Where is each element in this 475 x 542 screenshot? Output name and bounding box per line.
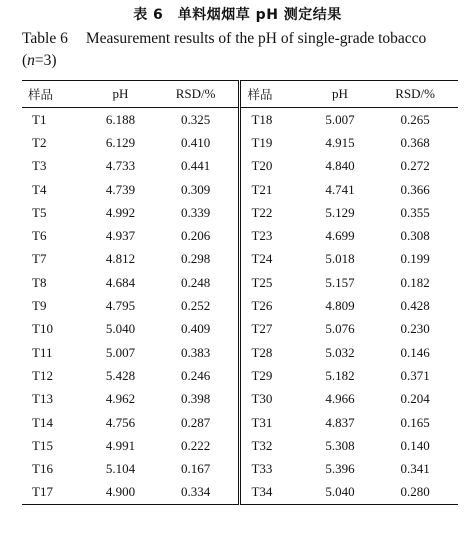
- rsd-cell-right: 0.355: [400, 204, 430, 220]
- ph-cell-right: 5.040: [325, 484, 355, 500]
- rsd-cell-right: 0.368: [400, 134, 430, 150]
- sample-cell-left: T8: [32, 274, 47, 290]
- sample-cell-left: T10: [32, 321, 53, 337]
- table-row: [22, 434, 458, 457]
- ph-cell-right: 4.915: [325, 134, 355, 150]
- sample-cell-right: T18: [251, 111, 273, 127]
- ph-cell-left: 4.937: [105, 228, 136, 244]
- header-sample-right: 样品: [247, 87, 273, 102]
- ph-cell-right: 4.741: [325, 181, 355, 197]
- ph-results-table: [22, 80, 458, 505]
- ph-cell-left: 4.684: [105, 274, 136, 290]
- table-row: [22, 294, 458, 317]
- rsd-cell-right: 0.140: [400, 437, 430, 453]
- rsd-cell-left: 0.410: [153, 131, 240, 154]
- table-row: [22, 108, 458, 132]
- sample-cell-left: T17: [32, 484, 53, 500]
- sample-cell-right: T24: [251, 251, 273, 267]
- ph-cell-right: 4.966: [325, 391, 355, 407]
- rsd-cell-right: 0.165: [400, 414, 430, 430]
- rsd-cell-right: 0.341: [400, 461, 430, 477]
- table-row: [22, 155, 458, 178]
- header-ph-left: pH: [112, 86, 129, 101]
- sample-cell-left: T4: [32, 181, 47, 197]
- rsd-cell-right: 0.371: [400, 367, 430, 383]
- sample-cell-left: T13: [32, 391, 53, 407]
- rsd-cell-right: 0.366: [400, 181, 430, 197]
- ph-cell-right: 5.018: [325, 251, 355, 267]
- table-row: [22, 481, 458, 505]
- rsd-cell-left: 0.248: [153, 271, 240, 294]
- caption-n-symbol: n: [27, 52, 35, 69]
- sample-cell-right: T26: [251, 298, 273, 314]
- ph-cell-left: 4.991: [105, 437, 136, 453]
- rsd-cell-left: 0.383: [153, 341, 240, 364]
- table-row: [22, 318, 458, 341]
- table-row: [22, 224, 458, 247]
- sample-cell-right: T32: [251, 437, 273, 453]
- rsd-cell-left: 0.409: [153, 318, 240, 341]
- ph-cell-right: 4.837: [325, 414, 355, 430]
- sample-cell-right: T31: [251, 414, 273, 430]
- ph-cell-left: 5.104: [105, 461, 136, 477]
- ph-cell-right: 5.076: [325, 321, 355, 337]
- sample-cell-right: T34: [251, 484, 273, 500]
- table-header-row: [22, 81, 458, 108]
- ph-cell-left: 6.188: [105, 111, 136, 127]
- sample-cell-right: T19: [251, 134, 273, 150]
- ph-cell-left: 4.756: [105, 414, 136, 430]
- rsd-cell-right: 0.272: [400, 158, 430, 174]
- rsd-cell-left: 0.334: [153, 481, 240, 505]
- rsd-cell-right: 0.308: [400, 228, 430, 244]
- table-row: [22, 364, 458, 387]
- ph-cell-left: 5.040: [105, 321, 136, 337]
- ph-cell-left: 5.428: [105, 367, 136, 383]
- ph-cell-left: 4.992: [105, 204, 136, 220]
- ph-cell-right: 5.308: [325, 437, 355, 453]
- ph-cell-right: 4.809: [325, 298, 355, 314]
- sample-cell-left: T7: [32, 251, 47, 267]
- ph-cell-right: 4.699: [325, 228, 355, 244]
- sample-cell-left: T3: [32, 158, 47, 174]
- header-ph-right: pH: [332, 86, 348, 101]
- table-row: [22, 341, 458, 364]
- rsd-cell-left: 0.206: [153, 224, 240, 247]
- rsd-cell-left: 0.398: [153, 388, 240, 411]
- rsd-cell-left: 0.441: [153, 155, 240, 178]
- caption-n-value: =3): [34, 52, 57, 69]
- sample-cell-right: T23: [251, 228, 273, 244]
- ph-cell-left: 6.129: [105, 134, 136, 150]
- caption-text: Measurement results of the pH of single-grade tobacco (: [22, 30, 427, 69]
- ph-cell-left: 5.007: [105, 344, 136, 360]
- rsd-cell-right: 0.280: [400, 484, 430, 500]
- sample-cell-left: T5: [32, 204, 47, 220]
- ph-cell-right: 5.129: [325, 204, 355, 220]
- sample-cell-right: T22: [251, 204, 273, 220]
- table-row: [22, 411, 458, 434]
- sample-cell-left: T9: [32, 298, 47, 314]
- sample-cell-right: T28: [251, 344, 273, 360]
- table-row: [22, 248, 458, 271]
- table-row: [22, 178, 458, 201]
- rsd-cell-left: 0.339: [153, 201, 240, 224]
- ph-cell-left: 4.795: [105, 298, 136, 314]
- sample-cell-right: T25: [251, 274, 273, 290]
- header-sample-left: 样品: [28, 87, 54, 102]
- table-caption-english: [22, 28, 462, 72]
- rsd-cell-left: 0.325: [153, 108, 240, 132]
- rsd-cell-left: 0.167: [153, 457, 240, 480]
- sample-cell-right: T33: [251, 461, 273, 477]
- table-title-chinese: 表 6 单料烟烟草 pH 测定结果: [133, 7, 342, 23]
- header-rsd-left: RSD/%: [153, 81, 240, 108]
- ph-cell-right: 5.007: [325, 111, 355, 127]
- rsd-cell-right: 0.265: [400, 111, 430, 127]
- ph-cell-left: 4.962: [105, 391, 136, 407]
- ph-cell-left: 4.900: [105, 484, 136, 500]
- ph-cell-right: 5.396: [325, 461, 355, 477]
- ph-cell-right: 4.840: [325, 158, 355, 174]
- rsd-cell-right: 0.204: [400, 391, 430, 407]
- sample-cell-right: T20: [251, 158, 273, 174]
- table-body: [22, 108, 458, 505]
- table-row: [22, 131, 458, 154]
- table-label: Table 6: [22, 30, 68, 47]
- rsd-cell-left: 0.309: [153, 178, 240, 201]
- table-row: [22, 457, 458, 480]
- rsd-cell-left: 0.287: [153, 411, 240, 434]
- ph-cell-right: 5.032: [325, 344, 355, 360]
- rsd-cell-right: 0.146: [400, 344, 430, 360]
- rsd-cell-left: 0.252: [153, 294, 240, 317]
- sample-cell-left: T2: [32, 134, 47, 150]
- table-row: [22, 388, 458, 411]
- sample-cell-left: T11: [32, 344, 53, 360]
- sample-cell-right: T29: [251, 367, 273, 383]
- table-row: [22, 201, 458, 224]
- sample-cell-left: T1: [32, 111, 47, 127]
- rsd-cell-left: 0.298: [153, 248, 240, 271]
- rsd-cell-left: 0.246: [153, 364, 240, 387]
- ph-cell-left: 4.812: [105, 251, 136, 267]
- rsd-cell-right: 0.230: [400, 321, 430, 337]
- sample-cell-left: T6: [32, 228, 47, 244]
- ph-cell-left: 4.733: [105, 158, 136, 174]
- ph-cell-right: 5.182: [325, 367, 355, 383]
- sample-cell-left: T14: [32, 414, 53, 430]
- rsd-cell-right: 0.199: [400, 251, 430, 267]
- header-rsd-right: RSD/%: [395, 86, 435, 101]
- sample-cell-left: T16: [32, 461, 53, 477]
- rsd-cell-right: 0.182: [400, 274, 430, 290]
- sample-cell-left: T12: [32, 367, 53, 383]
- rsd-cell-right: 0.428: [400, 298, 430, 314]
- table-row: [22, 271, 458, 294]
- sample-cell-right: T30: [251, 391, 273, 407]
- ph-cell-right: 5.157: [325, 274, 355, 290]
- sample-cell-right: T21: [251, 181, 273, 197]
- sample-cell-left: T15: [32, 437, 53, 453]
- ph-cell-left: 4.739: [105, 181, 136, 197]
- sample-cell-right: T27: [251, 321, 273, 337]
- rsd-cell-left: 0.222: [153, 434, 240, 457]
